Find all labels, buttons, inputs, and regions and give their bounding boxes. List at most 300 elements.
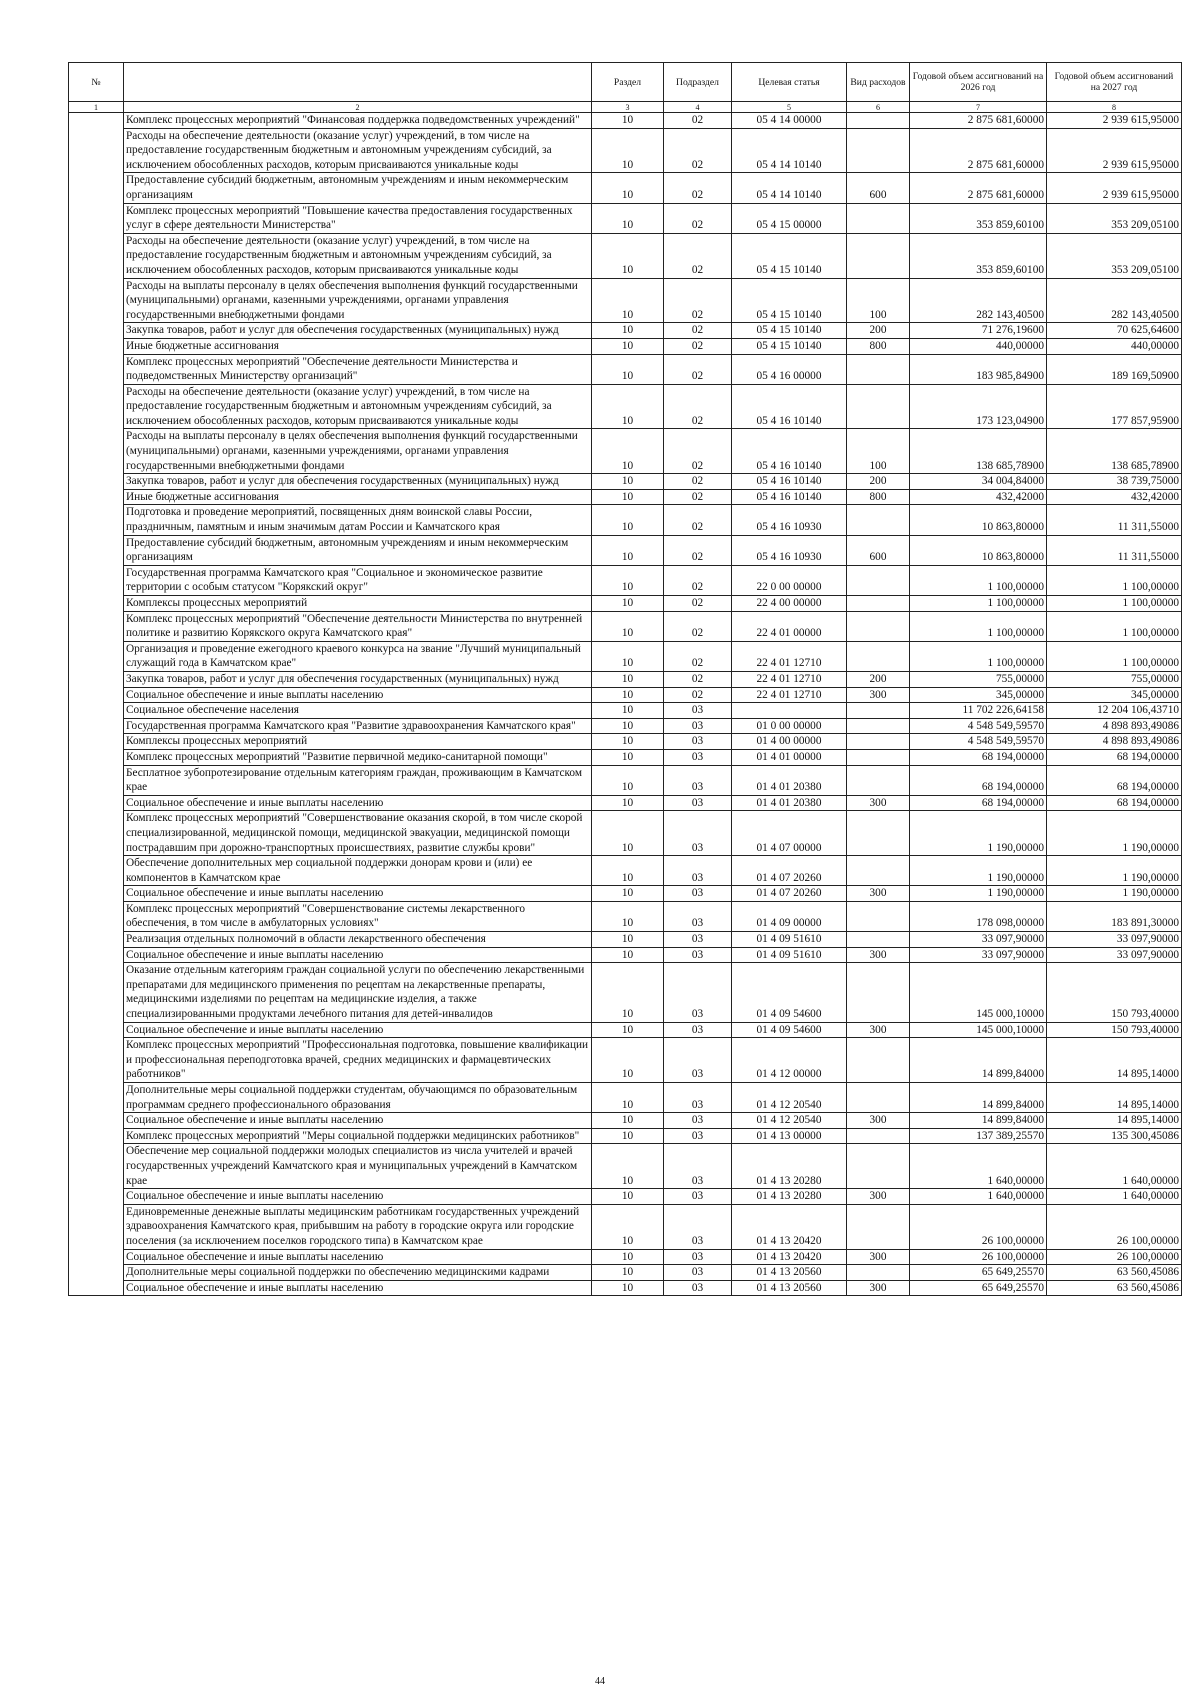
row-expense-type: 200 [847, 323, 910, 339]
row-name: Оказание отдельным категориям граждан социальной услуги по обеспечению лекарственными препаратами для медицинского применения по рецептам на лекарственные препараты, медицинскими изделиями по рецептам на медицинские изделия, а также специализированными продуктами лечебного питания для детей-инвалидов [124, 963, 592, 1022]
row-name: Расходы на обеспечение деятельности (оказание услуг) учреждений, в том числе на предоставление государственным бюджетным и автономным учреждениям субсидий, за исключением обособленных расходов, которым присваиваются уникальные коды [124, 233, 592, 278]
row-expense-type [847, 596, 910, 612]
row-expense-type [847, 354, 910, 384]
row-razdel: 10 [592, 795, 664, 811]
row-amount-2026: 33 097,90000 [910, 932, 1047, 948]
row-amount-2026: 145 000,10000 [910, 1022, 1047, 1038]
row-amount-2026: 1 640,00000 [910, 1144, 1047, 1189]
row-name: Социальное обеспечение и иные выплаты населению [124, 687, 592, 703]
row-amount-2027: 2 939 615,95000 [1047, 173, 1182, 203]
row-podrazdel: 03 [664, 947, 732, 963]
row-razdel: 10 [592, 671, 664, 687]
row-razdel: 10 [592, 611, 664, 641]
row-podrazdel: 02 [664, 278, 732, 323]
row-razdel: 10 [592, 474, 664, 490]
row-number-cell [69, 338, 124, 354]
column-number: 6 [847, 102, 910, 113]
row-target-code: 01 4 07 20260 [732, 856, 847, 886]
row-razdel: 10 [592, 354, 664, 384]
row-razdel: 10 [592, 173, 664, 203]
row-amount-2027: 14 895,14000 [1047, 1083, 1182, 1113]
row-amount-2027: 14 895,14000 [1047, 1113, 1182, 1129]
row-amount-2027: 26 100,00000 [1047, 1204, 1182, 1249]
row-amount-2026: 4 548 549,59570 [910, 734, 1047, 750]
row-target-code: 05 4 14 10140 [732, 173, 847, 203]
row-expense-type: 300 [847, 1280, 910, 1296]
row-number-cell [69, 641, 124, 671]
row-amount-2026: 4 548 549,59570 [910, 718, 1047, 734]
row-amount-2026: 1 100,00000 [910, 611, 1047, 641]
table-row [69, 901, 1182, 931]
row-number-cell [69, 1189, 124, 1205]
column-number: 5 [732, 102, 847, 113]
row-amount-2026: 65 649,25570 [910, 1280, 1047, 1296]
row-amount-2027: 68 194,00000 [1047, 765, 1182, 795]
row-name: Социальное обеспечение и иные выплаты населению [124, 1022, 592, 1038]
row-target-code: 05 4 16 10930 [732, 505, 847, 535]
row-amount-2026: 71 276,19600 [910, 323, 1047, 339]
row-number-cell [69, 856, 124, 886]
row-name: Реализация отдельных полномочий в области лекарственного обеспечения [124, 932, 592, 948]
row-number-cell [69, 1280, 124, 1296]
row-razdel: 10 [592, 128, 664, 173]
row-number-cell [69, 765, 124, 795]
row-razdel: 10 [592, 641, 664, 671]
table-row [69, 765, 1182, 795]
row-number-cell [69, 1265, 124, 1281]
row-podrazdel: 03 [664, 1204, 732, 1249]
row-amount-2027: 1 190,00000 [1047, 886, 1182, 902]
row-razdel: 10 [592, 233, 664, 278]
table-row [69, 641, 1182, 671]
column-number: 7 [910, 102, 1047, 113]
row-expense-type [847, 749, 910, 765]
column-number: 4 [664, 102, 732, 113]
row-podrazdel: 02 [664, 338, 732, 354]
row-amount-2026: 137 389,25570 [910, 1128, 1047, 1144]
row-expense-type: 300 [847, 1189, 910, 1205]
row-number-cell [69, 596, 124, 612]
row-name: Иные бюджетные ассигнования [124, 489, 592, 505]
row-target-code: 01 4 12 00000 [732, 1038, 847, 1083]
header-year-2027: Годовой объем ассигнований на 2027 год [1047, 63, 1182, 102]
row-target-code: 01 4 12 20540 [732, 1113, 847, 1129]
row-target-code: 22 4 00 00000 [732, 596, 847, 612]
row-name: Социальное обеспечение и иные выплаты населению [124, 1280, 592, 1296]
row-amount-2027: 1 100,00000 [1047, 596, 1182, 612]
row-amount-2027: 1 100,00000 [1047, 641, 1182, 671]
row-podrazdel: 02 [664, 611, 732, 641]
row-amount-2026: 68 194,00000 [910, 765, 1047, 795]
row-target-code: 01 4 13 20420 [732, 1204, 847, 1249]
row-podrazdel: 02 [664, 384, 732, 429]
row-podrazdel: 03 [664, 1022, 732, 1038]
row-amount-2027: 353 209,05100 [1047, 233, 1182, 278]
row-name: Социальное обеспечение и иные выплаты населению [124, 1189, 592, 1205]
row-amount-2027: 755,00000 [1047, 671, 1182, 687]
row-amount-2027: 1 100,00000 [1047, 565, 1182, 595]
row-amount-2027: 68 194,00000 [1047, 749, 1182, 765]
row-name: Расходы на обеспечение деятельности (оказание услуг) учреждений, в том числе на предоставление государственным бюджетным и автономным учреждениям субсидий, за исключением обособленных расходов, которым присваиваются уникальные коды [124, 128, 592, 173]
row-amount-2026: 1 100,00000 [910, 596, 1047, 612]
row-expense-type [847, 718, 910, 734]
row-podrazdel: 03 [664, 1280, 732, 1296]
row-podrazdel: 03 [664, 963, 732, 1022]
row-expense-type [847, 505, 910, 535]
row-number-cell [69, 323, 124, 339]
row-number-cell [69, 671, 124, 687]
row-amount-2026: 353 859,60100 [910, 233, 1047, 278]
row-number-cell [69, 1204, 124, 1249]
row-amount-2027: 12 204 106,43710 [1047, 703, 1182, 719]
row-target-code: 01 0 00 00000 [732, 718, 847, 734]
table-row [69, 1038, 1182, 1083]
row-name: Предоставление субсидий бюджетным, автономным учреждениям и иным некоммерческим организациям [124, 173, 592, 203]
row-expense-type [847, 1128, 910, 1144]
row-expense-type: 200 [847, 671, 910, 687]
row-razdel: 10 [592, 1280, 664, 1296]
row-amount-2027: 440,00000 [1047, 338, 1182, 354]
row-podrazdel: 03 [664, 1083, 732, 1113]
row-razdel: 10 [592, 1249, 664, 1265]
table-row [69, 1265, 1182, 1281]
row-amount-2027: 138 685,78900 [1047, 429, 1182, 474]
row-podrazdel: 02 [664, 641, 732, 671]
header-name [124, 63, 592, 102]
row-name: Государственная программа Камчатского края "Развитие здравоохранения Камчатского края" [124, 718, 592, 734]
row-expense-type: 600 [847, 535, 910, 565]
row-name: Расходы на выплаты персоналу в целях обеспечения выполнения функций государственными (муниципальными) органами, казенными учреждениями, органами управления государственными внебюджетными фондами [124, 278, 592, 323]
row-name: Социальное обеспечение и иные выплаты населению [124, 886, 592, 902]
row-podrazdel: 03 [664, 718, 732, 734]
row-podrazdel: 02 [664, 128, 732, 173]
row-amount-2027: 177 857,95900 [1047, 384, 1182, 429]
table-row [69, 173, 1182, 203]
row-amount-2027: 14 895,14000 [1047, 1038, 1182, 1083]
table-row [69, 1189, 1182, 1205]
row-number-cell [69, 718, 124, 734]
row-target-code: 01 4 09 51610 [732, 947, 847, 963]
row-podrazdel: 03 [664, 703, 732, 719]
row-razdel: 10 [592, 1083, 664, 1113]
row-expense-type [847, 233, 910, 278]
row-name: Комплекс процессных мероприятий "Профессиональная подготовка, повышение квалификации и профессиональная переподготовка врачей, средних медицинских и фармацевтических работников" [124, 1038, 592, 1083]
row-podrazdel: 03 [664, 901, 732, 931]
row-name: Комплекс процессных мероприятий "Обеспечение деятельности Министерства по внутренней политике и развитию Корякского округа Камчатского края" [124, 611, 592, 641]
row-amount-2026: 10 863,80000 [910, 535, 1047, 565]
row-expense-type: 300 [847, 1249, 910, 1265]
row-amount-2026: 14 899,84000 [910, 1113, 1047, 1129]
row-amount-2027: 183 891,30000 [1047, 901, 1182, 931]
row-target-code: 01 4 13 20560 [732, 1265, 847, 1281]
row-number-cell [69, 113, 124, 129]
table-row [69, 963, 1182, 1022]
row-amount-2027: 11 311,55000 [1047, 505, 1182, 535]
budget-table-sheet [68, 62, 1181, 1296]
table-row [69, 734, 1182, 750]
row-amount-2026: 1 190,00000 [910, 811, 1047, 856]
row-name: Предоставление субсидий бюджетным, автономным учреждениям и иным некоммерческим организациям [124, 535, 592, 565]
header-num: № [69, 63, 124, 102]
row-target-code: 22 4 01 12710 [732, 671, 847, 687]
row-amount-2027: 33 097,90000 [1047, 947, 1182, 963]
header-razdel: Раздел [592, 63, 664, 102]
row-name: Обеспечение мер социальной поддержки молодых специалистов из числа учителей и врачей государственных учреждений Камчатского края и муниципальных учреждений в Камчатском крае [124, 1144, 592, 1189]
row-podrazdel: 02 [664, 203, 732, 233]
row-expense-type: 300 [847, 687, 910, 703]
row-number-cell [69, 489, 124, 505]
row-podrazdel: 02 [664, 687, 732, 703]
row-razdel: 10 [592, 596, 664, 612]
row-number-cell [69, 1022, 124, 1038]
table-row [69, 1204, 1182, 1249]
row-razdel: 10 [592, 856, 664, 886]
column-number: 1 [69, 102, 124, 113]
table-row [69, 1128, 1182, 1144]
row-name: Обеспечение дополнительных мер социальной поддержки донорам крови и (или) ее компонентов в Камчатском крае [124, 856, 592, 886]
row-number-cell [69, 505, 124, 535]
table-row [69, 1022, 1182, 1038]
row-amount-2026: 26 100,00000 [910, 1204, 1047, 1249]
row-target-code: 01 4 09 54600 [732, 963, 847, 1022]
row-number-cell [69, 963, 124, 1022]
row-expense-type: 800 [847, 489, 910, 505]
row-target-code: 01 4 07 20260 [732, 886, 847, 902]
row-amount-2026: 14 899,84000 [910, 1038, 1047, 1083]
row-number-cell [69, 278, 124, 323]
row-razdel: 10 [592, 718, 664, 734]
table-body [69, 113, 1182, 1296]
row-amount-2027: 1 640,00000 [1047, 1189, 1182, 1205]
row-number-cell [69, 1144, 124, 1189]
row-amount-2026: 26 100,00000 [910, 1249, 1047, 1265]
row-podrazdel: 02 [664, 565, 732, 595]
row-podrazdel: 02 [664, 113, 732, 129]
row-razdel: 10 [592, 429, 664, 474]
row-number-cell [69, 203, 124, 233]
row-razdel: 10 [592, 901, 664, 931]
row-razdel: 10 [592, 505, 664, 535]
row-expense-type [847, 811, 910, 856]
row-amount-2027: 11 311,55000 [1047, 535, 1182, 565]
table-row [69, 489, 1182, 505]
row-target-code: 05 4 14 00000 [732, 113, 847, 129]
row-number-cell [69, 173, 124, 203]
row-name: Комплекс процессных мероприятий "Совершенствование оказания скорой, в том числе скорой специализированной, медицинской помощи, медицинской эвакуации, медицинской помощи пострадавшим при дорожно-транспортных происшествиях, развитие службы крови" [124, 811, 592, 856]
row-razdel: 10 [592, 203, 664, 233]
row-target-code: 01 4 13 20560 [732, 1280, 847, 1296]
row-podrazdel: 02 [664, 596, 732, 612]
row-podrazdel: 02 [664, 505, 732, 535]
row-target-code: 01 4 07 00000 [732, 811, 847, 856]
row-target-code: 01 4 13 20420 [732, 1249, 847, 1265]
row-razdel: 10 [592, 963, 664, 1022]
row-name: Закупка товаров, работ и услуг для обеспечения государственных (муниципальных) нужд [124, 671, 592, 687]
row-expense-type [847, 113, 910, 129]
table-row [69, 474, 1182, 490]
row-amount-2026: 68 194,00000 [910, 795, 1047, 811]
row-number-cell [69, 687, 124, 703]
row-target-code: 01 4 01 00000 [732, 749, 847, 765]
row-amount-2026: 1 100,00000 [910, 641, 1047, 671]
header-podrazdel: Подраздел [664, 63, 732, 102]
row-podrazdel: 03 [664, 1265, 732, 1281]
table-row [69, 535, 1182, 565]
row-razdel: 10 [592, 338, 664, 354]
row-razdel: 10 [592, 384, 664, 429]
table-row [69, 1113, 1182, 1129]
row-target-code: 01 4 00 00000 [732, 734, 847, 750]
row-number-cell [69, 384, 124, 429]
row-number-cell [69, 233, 124, 278]
row-expense-type [847, 565, 910, 595]
row-expense-type [847, 1083, 910, 1113]
row-expense-type [847, 128, 910, 173]
row-amount-2027: 345,00000 [1047, 687, 1182, 703]
row-amount-2027: 1 100,00000 [1047, 611, 1182, 641]
row-podrazdel: 02 [664, 489, 732, 505]
table-row [69, 203, 1182, 233]
row-target-code [732, 703, 847, 719]
row-amount-2027: 33 097,90000 [1047, 932, 1182, 948]
row-podrazdel: 02 [664, 429, 732, 474]
row-amount-2026: 440,00000 [910, 338, 1047, 354]
row-amount-2026: 68 194,00000 [910, 749, 1047, 765]
row-razdel: 10 [592, 687, 664, 703]
table-row [69, 703, 1182, 719]
row-expense-type: 800 [847, 338, 910, 354]
row-target-code: 05 4 16 10140 [732, 489, 847, 505]
row-number-cell [69, 703, 124, 719]
row-target-code: 22 0 00 00000 [732, 565, 847, 595]
row-amount-2026: 145 000,10000 [910, 963, 1047, 1022]
row-amount-2026: 432,42000 [910, 489, 1047, 505]
row-name: Комплексы процессных мероприятий [124, 734, 592, 750]
row-amount-2027: 150 793,40000 [1047, 963, 1182, 1022]
row-amount-2027: 150 793,40000 [1047, 1022, 1182, 1038]
budget-table [68, 62, 1182, 1296]
row-target-code: 05 4 16 10140 [732, 384, 847, 429]
row-podrazdel: 03 [664, 1038, 732, 1083]
row-amount-2027: 38 739,75000 [1047, 474, 1182, 490]
row-amount-2027: 1 190,00000 [1047, 811, 1182, 856]
row-name: Социальное обеспечение и иные выплаты населению [124, 947, 592, 963]
table-row [69, 947, 1182, 963]
row-podrazdel: 03 [664, 856, 732, 886]
table-row [69, 278, 1182, 323]
row-razdel: 10 [592, 749, 664, 765]
table-row [69, 128, 1182, 173]
row-expense-type [847, 932, 910, 948]
row-podrazdel: 02 [664, 323, 732, 339]
row-target-code: 05 4 14 10140 [732, 128, 847, 173]
row-number-cell [69, 1083, 124, 1113]
row-amount-2027: 4 898 893,49086 [1047, 718, 1182, 734]
row-target-code: 01 4 09 51610 [732, 932, 847, 948]
row-name: Комплексы процессных мероприятий [124, 596, 592, 612]
row-number-cell [69, 734, 124, 750]
row-name: Расходы на выплаты персоналу в целях обеспечения выполнения функций государственными (муниципальными) органами, казенными учреждениями, органами управления государственными внебюджетными фондами [124, 429, 592, 474]
row-name: Закупка товаров, работ и услуг для обеспечения государственных (муниципальных) нужд [124, 474, 592, 490]
row-razdel: 10 [592, 932, 664, 948]
row-amount-2026: 345,00000 [910, 687, 1047, 703]
table-row [69, 718, 1182, 734]
row-expense-type [847, 765, 910, 795]
table-row [69, 233, 1182, 278]
row-razdel: 10 [592, 811, 664, 856]
row-amount-2026: 183 985,84900 [910, 354, 1047, 384]
row-name: Комплекс процессных мероприятий "Обеспечение деятельности Министерства и подведомственных Министерству организаций" [124, 354, 592, 384]
row-target-code: 01 4 09 54600 [732, 1022, 847, 1038]
row-amount-2027: 1 190,00000 [1047, 856, 1182, 886]
row-podrazdel: 03 [664, 1189, 732, 1205]
row-razdel: 10 [592, 323, 664, 339]
row-amount-2026: 14 899,84000 [910, 1083, 1047, 1113]
row-target-code: 05 4 16 10140 [732, 429, 847, 474]
row-podrazdel: 03 [664, 749, 732, 765]
row-amount-2026: 1 100,00000 [910, 565, 1047, 595]
row-expense-type: 600 [847, 173, 910, 203]
row-podrazdel: 03 [664, 1144, 732, 1189]
row-amount-2026: 2 875 681,60000 [910, 113, 1047, 129]
row-expense-type [847, 703, 910, 719]
table-row [69, 811, 1182, 856]
row-target-code: 05 4 16 10930 [732, 535, 847, 565]
row-podrazdel: 03 [664, 765, 732, 795]
row-expense-type [847, 1144, 910, 1189]
row-target-code: 05 4 15 10140 [732, 323, 847, 339]
header-vid: Вид расходов [847, 63, 910, 102]
row-target-code: 22 4 01 12710 [732, 641, 847, 671]
row-amount-2026: 353 859,60100 [910, 203, 1047, 233]
row-amount-2026: 2 875 681,60000 [910, 128, 1047, 173]
row-amount-2027: 135 300,45086 [1047, 1128, 1182, 1144]
table-row [69, 338, 1182, 354]
row-amount-2026: 11 702 226,64158 [910, 703, 1047, 719]
table-row [69, 596, 1182, 612]
table-row [69, 749, 1182, 765]
row-target-code: 05 4 15 10140 [732, 233, 847, 278]
row-target-code: 05 4 16 00000 [732, 354, 847, 384]
row-expense-type: 300 [847, 795, 910, 811]
row-razdel: 10 [592, 565, 664, 595]
row-razdel: 10 [592, 489, 664, 505]
table-row [69, 611, 1182, 641]
row-amount-2027: 63 560,45086 [1047, 1265, 1182, 1281]
row-amount-2027: 2 939 615,95000 [1047, 113, 1182, 129]
row-expense-type: 100 [847, 278, 910, 323]
row-target-code: 05 4 16 10140 [732, 474, 847, 490]
row-razdel: 10 [592, 1128, 664, 1144]
table-row [69, 1083, 1182, 1113]
row-amount-2026: 10 863,80000 [910, 505, 1047, 535]
column-number: 3 [592, 102, 664, 113]
table-row [69, 113, 1182, 129]
row-number-cell [69, 901, 124, 931]
row-razdel: 10 [592, 765, 664, 795]
table-row [69, 429, 1182, 474]
row-razdel: 10 [592, 1189, 664, 1205]
row-razdel: 10 [592, 947, 664, 963]
row-target-code: 05 4 15 00000 [732, 203, 847, 233]
table-row [69, 1280, 1182, 1296]
row-name: Социальное обеспечение населения [124, 703, 592, 719]
table-row [69, 505, 1182, 535]
table-row [69, 1249, 1182, 1265]
row-target-code: 22 4 01 00000 [732, 611, 847, 641]
row-number-cell [69, 611, 124, 641]
row-number-cell [69, 1249, 124, 1265]
